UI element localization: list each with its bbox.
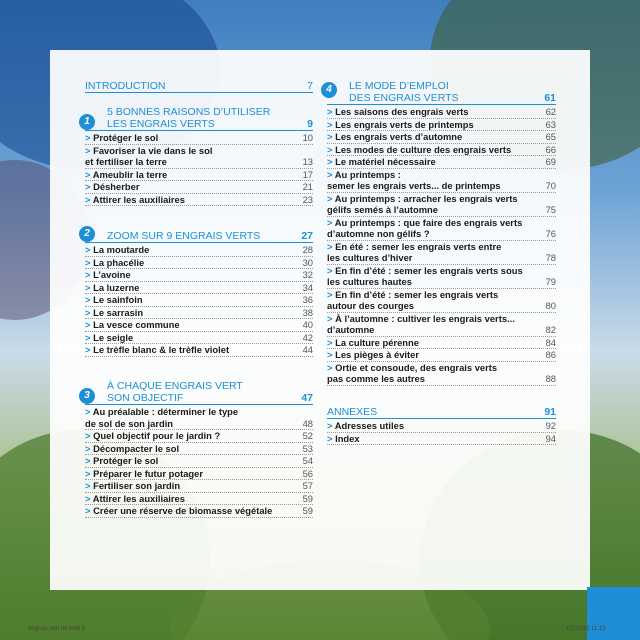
toc-item[interactable]: > Préparer le futur potager 56 — [85, 468, 313, 481]
toc-item[interactable]: > En fin d’été : semer les engrais verts autour des courges 80 — [327, 288, 556, 311]
section-title — [85, 106, 313, 131]
toc-item[interactable]: > Index 94 — [327, 433, 556, 446]
toc-item[interactable]: > Favoriser la vie dans le sol et fertiliser la terre 13 — [85, 144, 313, 167]
toc-item[interactable]: > Créer une réserve de biomasse végétale 59 — [85, 505, 313, 518]
toc-item[interactable]: > À l’automne : cultiver les engrais verts... d’automne 82 — [327, 312, 556, 335]
section-title — [85, 230, 313, 243]
section-title-line-1: 5 BONNES RAISONS D’UTILISER — [107, 106, 271, 118]
section-number-badge: 2 — [79, 226, 95, 242]
toc-item[interactable]: > Au préalable : déterminer le type de sol de son jardin 48 — [85, 406, 313, 429]
toc-item[interactable]: > Désherber 21 — [85, 181, 313, 194]
toc-annexes — [327, 406, 556, 445]
section-page: 61 — [544, 92, 556, 104]
section-title-text: INTRODUCTION — [85, 80, 166, 92]
toc-item[interactable]: > Ameublir la terre 17 — [85, 169, 313, 182]
toc-item[interactable]: > La moutarde 28 — [85, 244, 313, 257]
section-number-badge: 4 — [321, 82, 337, 98]
print-slug-left: engrais vert ok.indd 5 — [28, 626, 86, 632]
toc-item[interactable]: > En fin d’été : semer les engrais verts sous les cultures hautes 79 — [327, 264, 556, 287]
toc-item[interactable]: > Ortie et consoude, des engrais verts pas comme les autres 88 — [327, 361, 556, 384]
section-title — [327, 406, 556, 419]
toc-item[interactable]: > Les saisons des engrais verts 62 — [327, 106, 556, 119]
toc-item[interactable]: > Quel objectif pour le jardin ? 52 — [85, 430, 313, 443]
toc-item[interactable]: > Protéger le sol 54 — [85, 455, 313, 468]
toc-item[interactable]: > Décompacter le sol 53 — [85, 443, 313, 456]
section-number-badge: 1 — [79, 114, 95, 130]
section-page: 47 — [301, 392, 313, 404]
toc-item[interactable]: > En été : semer les engrais verts entre les cultures d’hiver 78 — [327, 240, 556, 263]
section-page: 9 — [307, 118, 313, 130]
toc-item[interactable]: > Le seigle 42 — [85, 332, 313, 345]
section-title-line-2: DES ENGRAIS VERTS — [349, 92, 459, 104]
toc-introduction — [85, 80, 313, 94]
toc-item[interactable]: > Le sainfoin 36 — [85, 294, 313, 307]
toc-section-3 — [85, 380, 313, 518]
toc-item[interactable]: > Protéger le sol 10 — [85, 132, 313, 145]
toc-item[interactable]: > Le matériel nécessaire 69 — [327, 156, 556, 169]
toc-item[interactable]: > Fertiliser son jardin 57 — [85, 480, 313, 493]
section-title — [85, 80, 313, 93]
section-title-line-2: SON OBJECTIF — [107, 392, 184, 404]
toc-item[interactable]: > Au printemps : que faire des engrais verts d’automne non gélifs ? 76 — [327, 216, 556, 239]
toc-item[interactable]: > Les pièges à éviter 86 — [327, 349, 556, 362]
table-of-contents-panel — [50, 50, 590, 590]
toc-item[interactable]: > La phacélie 30 — [85, 257, 313, 270]
toc-section-2 — [85, 230, 313, 357]
section-title-line-1: À CHAQUE ENGRAIS VERT — [107, 380, 243, 392]
toc-item[interactable]: > Les engrais verts d’automne 65 — [327, 131, 556, 144]
toc-item[interactable]: > Adresses utiles 92 — [327, 420, 556, 433]
toc-item[interactable]: > Les modes de culture des engrais verts 66 — [327, 144, 556, 157]
toc-item[interactable]: > La vesce commune 40 — [85, 319, 313, 332]
section-number-badge: 3 — [79, 388, 95, 404]
toc-section-4 — [327, 80, 556, 386]
toc-section-1 — [85, 106, 313, 206]
section-page: 27 — [301, 230, 313, 242]
toc-item[interactable]: > Le sarrasin 38 — [85, 307, 313, 320]
section-page: 7 — [307, 80, 313, 92]
print-slug-right: 17/12/12 11:15 — [566, 626, 606, 632]
section-title-line-2: LES ENGRAIS VERTS — [107, 118, 215, 130]
section-title-text: ZOOM SUR 9 ENGRAIS VERTS — [107, 230, 261, 242]
section-page: 91 — [544, 406, 556, 418]
toc-item[interactable]: > La culture pérenne 84 — [327, 337, 556, 350]
toc-item[interactable]: > L’avoine 32 — [85, 269, 313, 282]
section-title-line-1: LE MODE D’EMPLOI — [349, 80, 449, 92]
toc-item[interactable]: > Attirer les auxiliaires 23 — [85, 194, 313, 207]
toc-item[interactable]: > La luzerne 34 — [85, 282, 313, 295]
corner-accent-square — [587, 587, 640, 640]
section-title-text: ANNEXES — [327, 406, 378, 418]
toc-item[interactable]: > Le trèfle blanc & le trèfle violet 44 — [85, 344, 313, 357]
section-title — [85, 380, 313, 405]
section-title — [327, 80, 556, 105]
toc-item[interactable]: > Attirer les auxiliaires 59 — [85, 493, 313, 506]
toc-item[interactable]: > Les engrais verts de printemps 63 — [327, 119, 556, 132]
toc-item[interactable]: > Au printemps : semer les engrais verts... de printemps 70 — [327, 168, 556, 191]
toc-item[interactable]: > Au printemps : arracher les engrais verts gélifs semés à l’automne 75 — [327, 192, 556, 215]
